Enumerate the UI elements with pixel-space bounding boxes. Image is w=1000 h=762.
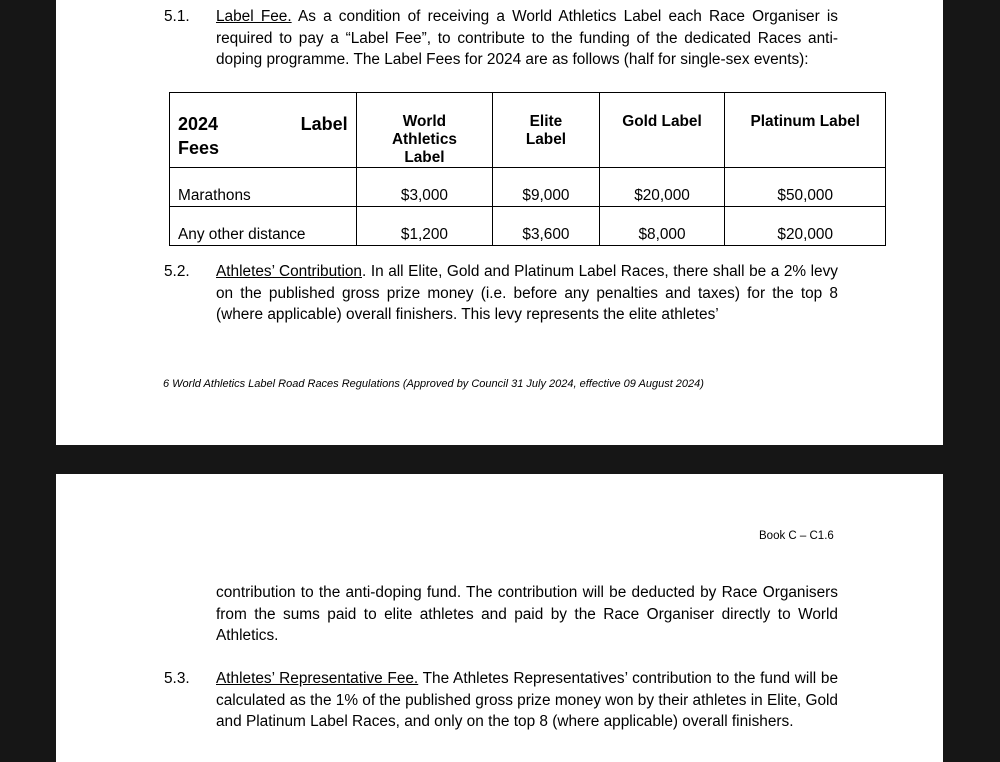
continuation-text: contribution to the anti-doping fund. The contribution will be deducted by Race Organisers from the sums paid to elite athletes and paid by the Race Organiser directly to World Athletics. [216,584,838,644]
clause-text: As a condition of receiving a World Athletics Label each Race Organiser is required to pay a “Label Fee”, to contribute to the funding of the dedicated Races anti-doping programme. The Label Fees for 2024 are as follows (half for single-sex events): [216,8,838,68]
column-header: Platinum Label [725,93,886,168]
clause-number: 5.2. [164,263,190,280]
table-cell: $3,600 [493,207,599,246]
table-cell: $3,000 [356,168,493,207]
page-header: Book C – C1.6 [759,530,834,542]
clause-body [216,261,838,326]
table-cell: $50,000 [725,168,886,207]
table-header-row [170,93,886,168]
header-label: Label [300,114,348,134]
row-label: Any other distance [170,207,357,246]
table-cell: $20,000 [725,207,886,246]
table-cell: $8,000 [599,207,725,246]
clause-text: . In all Elite, Gold and Platinum Label Races, there shall be a 2% levy on the published gross prize money (i.e. before any penalties and taxes) for the top 8 (where applicable) overall finishers. This levy represents the elite athletes’ [216,263,838,323]
column-header: Gold Label [599,93,725,168]
table-cell: $1,200 [356,207,493,246]
table-cell: $9,000 [493,168,599,207]
row-label: Marathons [170,168,357,207]
clause-number: 5.1. [164,8,190,25]
label-fee-table [169,92,886,246]
clause-title: Athletes’ Representative Fee. [216,670,419,687]
column-header: World Athletics Label [356,93,493,168]
column-header: Elite Label [493,93,599,168]
header-fees: Fees [178,138,220,158]
clause-title: Athletes’ Contribution [216,263,362,280]
table-header-label-fees [170,93,357,168]
clause-body [216,668,838,733]
clause-body [216,6,838,71]
table-cell: $20,000 [599,168,725,207]
table-row [170,168,886,207]
header-year: 2024 [178,114,219,134]
clause-number: 5.3. [164,670,190,687]
clause-text: The Athletes Representatives’ contribution to the fund will be calculated as the 1% of the published gross prize money won by their athletes in Elite, Gold and Platinum Label Races, and only on the top 8 (where applicable) overall finishers. [216,670,839,730]
page-footer: 6 World Athletics Label Road Races Regulations (Approved by Council 31 July 2024, effective 09 August 2024) [163,378,704,390]
clause-title: Label Fee. [216,8,292,25]
table-row [170,207,886,246]
